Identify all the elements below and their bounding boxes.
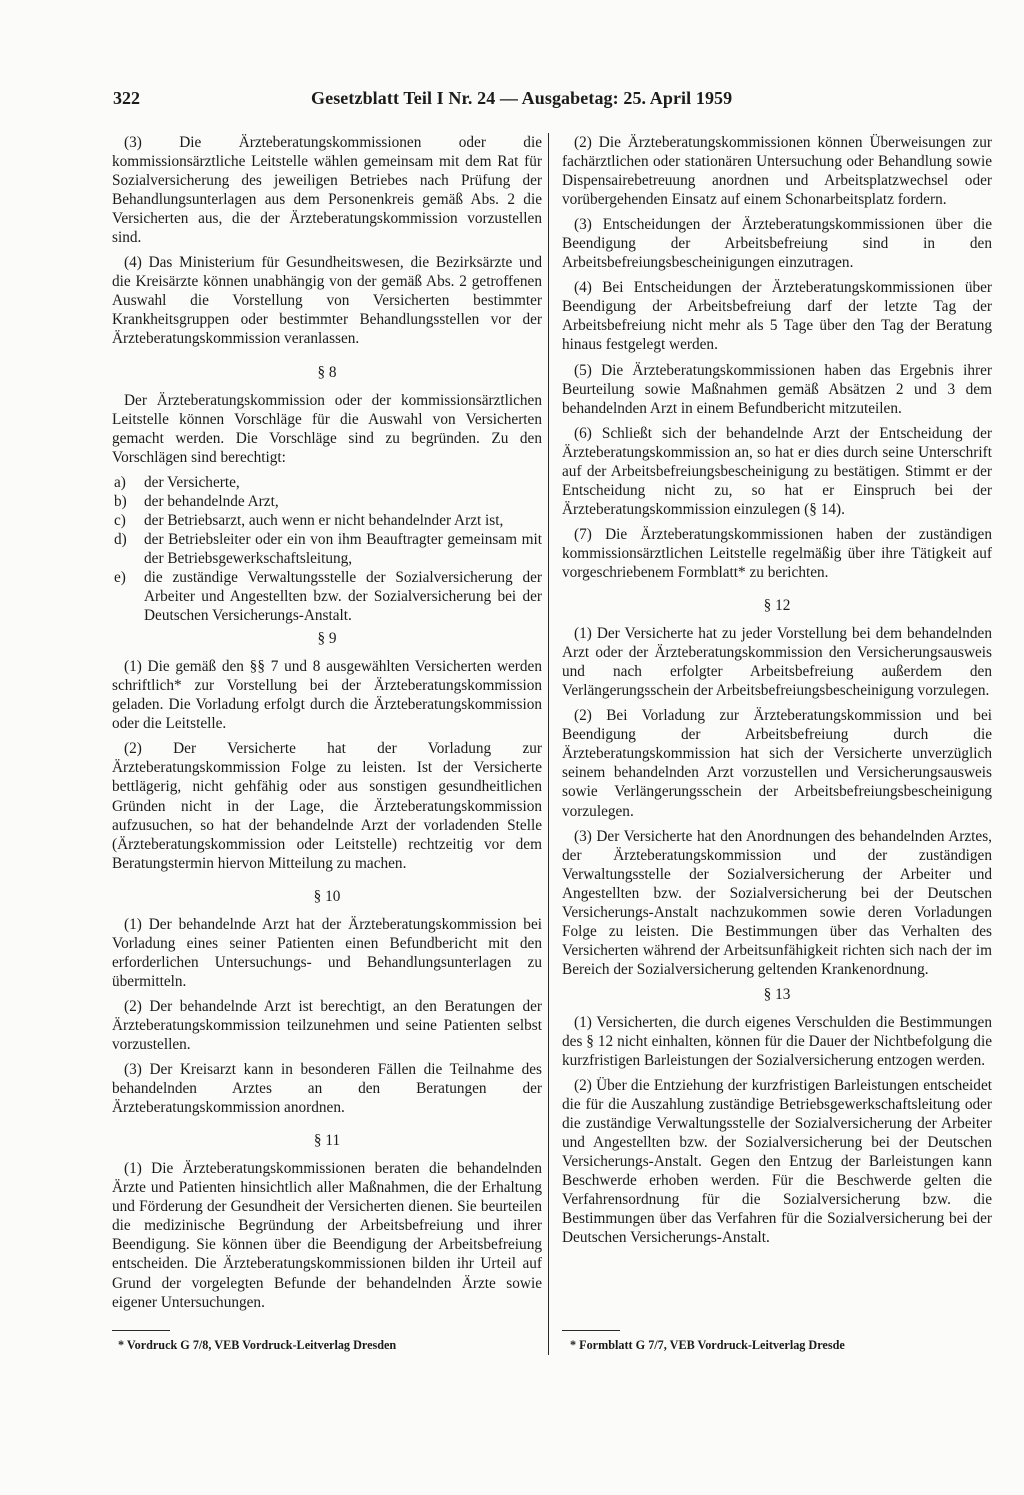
paragraph: (2) Die Ärzteberatungskommissionen können Überweisungen zur fachärztlichen oder stationären Untersuchung oder Behandlung sowie Dispensairebetreuung anordnen und Arbeitsplatzwechsel oder vorübergehenden Einsatz auf einem Schonarbeitsplatz fordern. [562,134,992,209]
list-marker: d) [114,530,127,548]
list-item [112,473,542,492]
list-item-text: die zuständige Verwaltungsstelle der Sozialversicherung der Arbeiter und Angestellten bzw. der Sozialversicherung bei der Deutschen Versicherungs-Anstalt. [144,568,542,625]
page-header [113,88,993,112]
paragraph: (3) Der Versicherte hat den Anordnungen des behandelnden Arztes, der Ärzteberatungskommission und der zuständigen Verwaltungsstelle der Sozialversicherung der Arbeiter und Angestellten bzw. der Sozialversicherung bei der Deutschen Versicherungs-Anstalt nachzukommen sowie deren Vorladungen Folge zu leisten. Die Bestimmungen über das Verhalten des Versicherten während der Arbeitsunfähigkeit richten sich nach der im Bereich der Sozialversicherung geltenden Krankenordnung. [562,827,992,978]
paragraph: (4) Bei Entscheidungen der Ärzteberatungskommissionen über Beendigung der Arbeitsbefreiung darf der letzte Tag der Arbeitsbefreiung nicht mehr als 5 Tage über den Tag der Beratung hinaus festgelegt werden. [562,279,992,354]
paragraph: (5) Die Ärzteberatungskommissionen haben das Ergebnis ihrer Beurteilung sowie Maßnahmen gemäß Absätzen 2 und 3 dem behandelnden Arzt in einem Befundbericht mitzuteilen. [562,361,992,417]
section-heading-13: § 13 [763,985,791,1003]
list-marker: b) [114,492,127,510]
paragraph: (4) Das Ministerium für Gesundheitswesen, die Bezirksärzte und die Kreisärzte können unabhängig von der gemäß Abs. 2 getroffenen Auswahl die Vorstellung von Versicherten bestimmter Krankheitsgruppen oder bestimmter Behandlungsstellen vor der Ärzteberatungskommission veranlassen. [112,254,542,348]
list-marker: a) [114,473,126,491]
list-item-text: der Betriebsleiter oder ein von ihm Beauftragter gemeinsam mit der Betriebsgewerkschaftsleitung, [144,530,542,567]
paragraph: (1) Versicherten, die durch eigenes Verschulden die Bestimmungen des § 12 nicht einhalten, können für die Dauer der Nichtbefolgung die kurzfristigen Barleistungen der Sozialversicherung entzogen werden. [562,1013,992,1070]
column-divider [548,133,549,1355]
section-heading-8: § 8 [317,363,337,381]
list-item [112,492,542,511]
paragraph: (1) Der Versicherte hat zu jeder Vorstellung bei dem behandelnden Arzt oder der Ärzteberatungskommission den Versicherungsausweis und nach erfolgter Arbeitsbefreiung außerdem den Verlängerungsschein der Arbeitsbefreiungsbescheinigung vorzulegen. [562,625,992,700]
paragraph: (2) Der Versicherte hat der Vorladung zur Ärzteberatungskommission Folge zu leisten. Ist der Versicherte bettlägerig, nicht gehfähig oder aus sonstigen gesundheitlichen Gründen nicht in der Lage, die Ärzteberatungskommission aufzusuchen, so hat der behandelnde Arzt der vorladenden Stelle (Ärzteberatungskommission oder Leitstelle) rechtzeitig vor dem Beratungstermin hiervon Mitteilung zu machen. [112,740,542,872]
footnote-right: * Formblatt G 7/7, VEB Vordruck-Leitverlag Dresde [570,1338,845,1352]
section-heading-11: § 11 [313,1132,341,1150]
paragraph: (1) Der behandelnde Arzt hat der Ärzteberatungskommission bei Vorladung eines seiner Patienten einen Befundbericht mit den erforderlichen Untersuchungs- und Behandlungsunterlagen zu übermitteln. [112,915,542,990]
list-item [112,511,542,530]
list-marker: c) [114,511,126,529]
paragraph: (1) Die Ärzteberatungskommissionen beraten die behandelnden Ärzte und Patienten hinsichtlich aller Maßnahmen, die der Erhaltung und Förderung der Gesundheit der Versicherten dienen. Sie beurteilen die medizinische Begründung der Arbeitsbefreiung und ihrer Beendigung. Sie können über die Beendigung der Arbeitsbefreiung entscheiden. Die Ärzteberatungskommissionen bilden ihr Urteil auf Grund der vorgelegten Befunde der behandelnden Ärzte sowie eigener Untersuchungen. [112,1160,542,1311]
paragraph: (3) Entscheidungen der Ärzteberatungskommissionen über die Beendigung der Arbeitsbefreiung sind in den Arbeitsbefreiungsbescheinigungen einzutragen. [562,216,992,272]
section-heading-12: § 12 [763,597,791,615]
list-item [112,530,542,568]
left-column [112,133,542,1318]
paragraph: (1) Die gemäß den §§ 7 und 8 ausgewählten Versicherten werden schriftlich* zur Vorstellung bei der Ärzteberatungskommission geladen. Die Vorladung erfolgt durch die Ärzteberatungskommission oder die Leitstelle. [112,658,542,733]
list-item-text: der Betriebsarzt, auch wenn er nicht behandelnder Arzt ist, [144,511,504,529]
footnote-rule-left [112,1330,170,1331]
running-head: Gesetzblatt Teil I Nr. 24 — Ausgabetag: 25. April 1959 [311,88,733,108]
paragraph: (2) Bei Vorladung zur Ärzteberatungskommission und bei Beendigung der Arbeitsbefreiung durch die Ärzteberatungskommission hat sich der Versicherte unverzüglich seinem behandelnden Arzt vorzustellen und Versicherungsausweis sowie Verlängerungsschein der Arbeitsbefreiungsbescheinigung vorzulegen. [562,707,992,820]
paragraph: (6) Schließt sich der behandelnde Arzt der Entscheidung der Ärzteberatungskommission an, so hat er dies durch seine Unterschrift auf der Arbeitsbefreiungsbescheinigung zu bestätigen. Stimmt er der Entscheidung nicht zu, so hat er Einspruch bei der Ärzteberatungskommission einzulegen (§ 14). [562,424,992,518]
paragraph: Der Ärzteberatungskommission oder der kommissionsärztlichen Leitstelle können Vorschläge für die Auswahl von Versicherten gemacht werden. Die Vorschläge sind zu begründen. Zu den Vorschlägen sind berechtigt: [112,391,542,466]
paragraph: (2) Der behandelnde Arzt ist berechtigt, an den Beratungen der Ärzteberatungskommission teilzunehmen und seine Patienten selbst vorzustellen. [112,997,542,1054]
list-item-text: der behandelnde Arzt, [144,492,279,510]
proposal-list [112,473,542,625]
list-marker: e) [114,568,126,586]
page-number: 322 [113,88,140,108]
footnote-rule-right [562,1330,620,1331]
paragraph: (7) Die Ärzteberatungskommissionen haben der zuständigen kommissionsärztlichen Leitstelle regelmäßig über ihre Tätigkeit auf vorgeschriebenem Formblatt* zu berichten. [562,525,992,581]
paragraph: (3) Der Kreisarzt kann in besonderen Fällen die Teilnahme des behandelnden Arztes an den Beratungen der Ärzteberatungskommission anordnen. [112,1061,542,1117]
list-item [112,568,542,625]
section-heading-10: § 10 [313,887,341,905]
list-item-text: der Versicherte, [144,473,240,491]
paragraph: (2) Über die Entziehung der kurzfristigen Barleistungen entscheidet die für die Auszahlung zuständige Betriebsgewerkschaftsleitung oder die zuständige Verwaltungsstelle der Sozialversicherung der Arbeiter und Angestellten bzw. der Sozialversicherung bei der Deutschen Versicherungs-Anstalt. Gegen den Entzug der Barleistungen kann Beschwerde erhoben werden. Für die Beschwerde gelten die Verfahrensordnung für die Sozialversicherung bzw. die Bestimmungen über das Verfahren für die Sozialversicherung bei der Deutschen Versicherungs-Anstalt. [562,1077,992,1247]
paragraph: (3) Die Ärzteberatungskommissionen oder die kommissionsärztliche Leitstelle wählen gemeinsam mit dem Rat für Sozialversicherung des jeweiligen Betriebes nach Prüfung der Behandlungsunterlagen aus dem Personenkreis gemäß Abs. 2 die Versicherten aus, die der Ärzteberatungskommission vorzustellen sind. [112,134,542,247]
footnote-left: * Vordruck G 7/8, VEB Vordruck-Leitverlag Dresden [118,1338,397,1352]
section-heading-9: § 9 [317,630,337,648]
right-column [562,133,992,1254]
